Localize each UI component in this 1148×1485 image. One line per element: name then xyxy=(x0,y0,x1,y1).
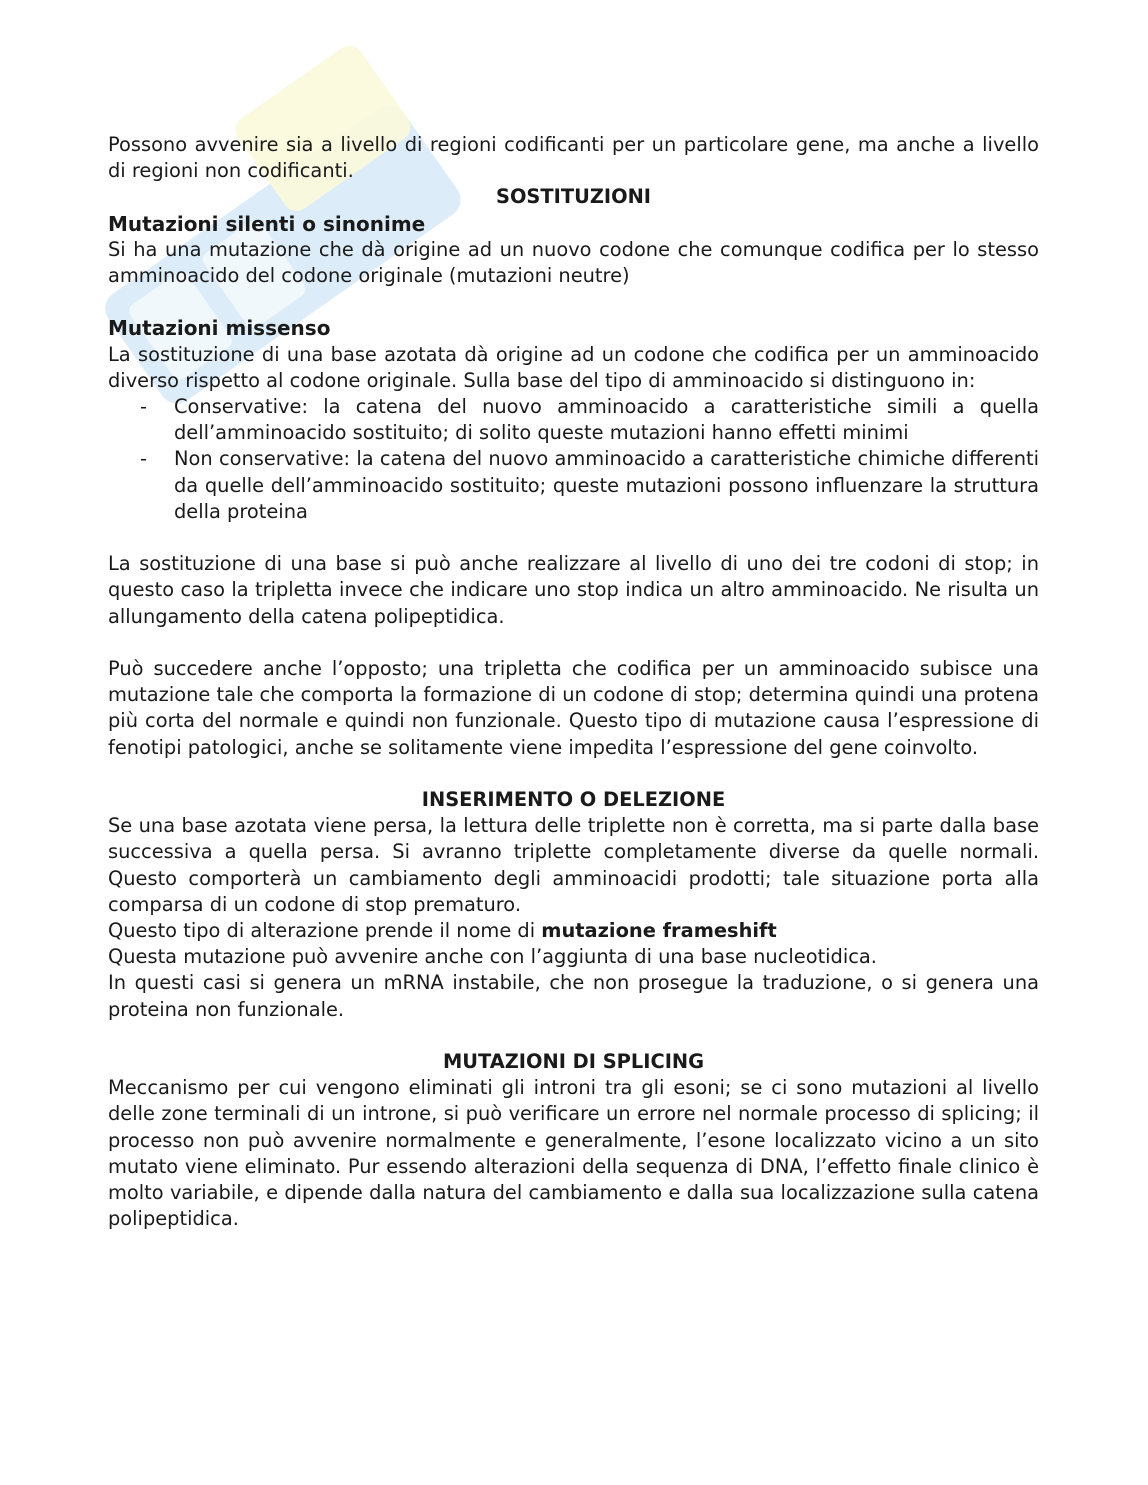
spacer xyxy=(108,761,1039,787)
inserimento-paragraph: Se una base azotata viene persa, la lettura delle triplette non è corretta, ma si parte dalla base successiva a quella persa. Si avranno triplette completamente diverse da quelle normali. Questo comporterà un cambiamento degli amminoacidi prodotti; tale situazione porta alla comparsa di un codone di stop prematuro. xyxy=(108,814,1039,916)
list-item: - Conservative: la catena del nuovo amminoacido a caratteristiche simili a quella dell’amminoacido sostituito; di solito queste mutazioni hanno effetti minimi xyxy=(108,394,1039,446)
document-body xyxy=(108,132,1039,1232)
splicing-title: MUTAZIONI DI SPLICING xyxy=(442,1050,705,1074)
missenso-list xyxy=(108,394,1039,525)
spacer xyxy=(108,630,1039,656)
stop-paragraph: La sostituzione di una base si può anche realizzare al livello di uno dei tre codoni di stop; in questo caso la tripletta invece che indicare uno stop indica un altro amminoacido. Ne risulta un allungamento della catena polipeptidica. xyxy=(108,552,1039,628)
mrna-paragraph: In questi casi si genera un mRNA instabile, che non prosegue la traduzione, o si genera una proteina non funzionale. xyxy=(108,971,1039,1021)
frameshift-term: mutazione frameshift xyxy=(541,919,777,943)
missenso-paragraph: La sostituzione di una base azotata dà origine ad un codone che codifica per un amminoacido diverso rispetto al codone originale. Sulla base del tipo di amminoacido si distinguono in: xyxy=(108,342,1039,392)
spacer xyxy=(108,289,1039,315)
spacer xyxy=(108,1023,1039,1049)
frameshift-line xyxy=(108,918,1039,944)
intro-paragraph: Possono avvenire sia a livello di regioni codificanti per un particolare gene, ma anche a livello di regioni non codificanti. xyxy=(108,133,1039,183)
list-item: - Non conservative: la catena del nuovo amminoacido a caratteristiche chimiche differenti da quelle dell’amminoacido sostituito; queste mutazioni possono influenzare la struttura della proteina xyxy=(108,446,1039,525)
frameshift-prefix: Questo tipo di alterazione prende il nome di xyxy=(108,919,542,943)
silenti-heading: Mutazioni silenti o sinonime xyxy=(108,211,426,236)
silenti-paragraph: Si ha una mutazione che dà origine ad un nuovo codone che comunque codifica per lo stesso amminoacido del codone originale (mutazioni neutre) xyxy=(108,237,1039,288)
aggiunta-paragraph: Questa mutazione può avvenire anche con l’aggiunta di una base nucleotidica. xyxy=(108,945,877,969)
inserimento-title: INSERIMENTO O DELEZIONE xyxy=(421,788,726,812)
missenso-heading: Mutazioni missenso xyxy=(108,316,331,341)
splicing-paragraph: Meccanismo per cui vengono eliminati gli introni tra gli esoni; se ci sono mutazioni al livello delle zone terminali di un introne, si può verificare un errore nel normale processo di splicing; il processo non può avvenire normalmente e generalmente, l’esone localizzato vicino a un sito mutato viene eliminato. Pur essendo alterazioni della sequenza di DNA, l’effetto finale clinico è molto variabile, e dipende dalla natura del cambiamento e dalla sua localizzazione sulla catena polipeptidica. xyxy=(108,1076,1039,1231)
sostituzioni-title: SOSTITUZIONI xyxy=(495,185,652,209)
opposto-paragraph: Può succedere anche l’opposto; una tripletta che codifica per un amminoacido subisce una mutazione tale che comporta la formazione di un codone di stop; determina quindi una protena più corta del normale e quindi non funzionale. Questo tipo di mutazione causa l’espressione di fenotipi patologici, anche se solitamente viene impedita l’espressione del gene coinvolto. xyxy=(108,657,1039,759)
spacer xyxy=(108,525,1039,551)
